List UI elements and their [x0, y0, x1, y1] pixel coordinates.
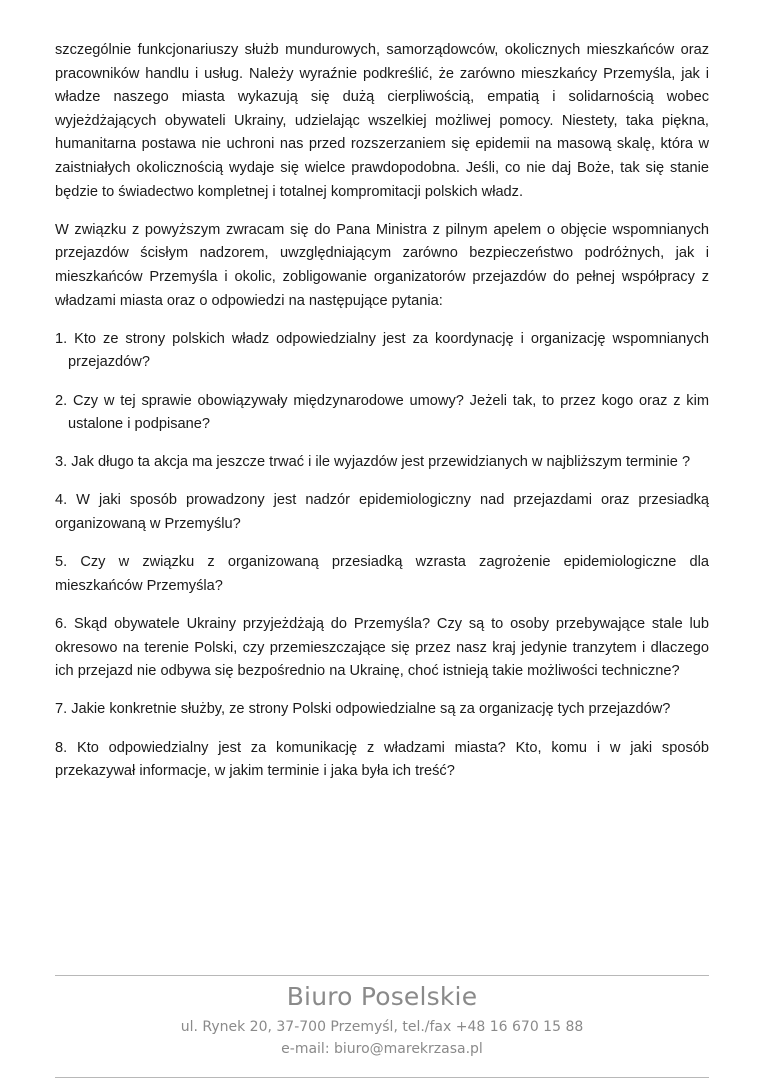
footer — [55, 978, 709, 1060]
footer-email: e-mail: biuro@marekrzasa.pl — [281, 1041, 483, 1057]
question-7: 7. Jakie konkretnie służby, ze strony Polski odpowiedzialne są za organizację tych przejazdów? — [55, 701, 671, 718]
footer-title: Biuro Poselskie — [286, 982, 478, 1011]
footer-divider-bottom — [55, 1077, 709, 1078]
footer-address: ul. Rynek 20, 37-700 Przemyśl, tel./fax +48 16 670 15 88 — [180, 1019, 584, 1035]
question-6: 6. Skąd obywatele Ukrainy przyjeżdżają do Przemyśla? Czy są to osoby przebywające stale lub okresowo na terenie Polski, czy przemieszczające się przez nasz kraj jedynie tranzytem i dlaczego ich przejazd nie odbywa się bezpośrednio na Ukrainę, choć istnieją takie możliwości techniczne? — [55, 616, 709, 680]
question-2: 2. Czy w tej sprawie obowiązywały międzynarodowe umowy? Jeżeli tak, to przez kogo oraz z kim ustalone i podpisane? — [55, 392, 709, 433]
question-5: 5. Czy w związku z organizowaną przesiadką wzrasta zagrożenie epidemiologiczne dla mieszkańców Przemyśla? — [55, 554, 709, 594]
question-8: 8. Kto odpowiedzialny jest za komunikację z władzami miasta? Kto, komu i w jaki sposób przekazywał informacje, w jakim terminie i jaka była ich treść? — [55, 739, 709, 780]
question-3: 3. Jak długo ta akcja ma jeszcze trwać i ile wyjazdów jest przewidzianych w najbliższym terminie ? — [55, 454, 691, 471]
document-body — [55, 39, 709, 784]
paragraph-context: szczególnie funkcjonariuszy służb mundurowych, samorządowców, okolicznych mieszkańców oraz pracowników handlu i usług. Należy wyraźnie podkreślić, że zarówno mieszkańcy Przemyśla, jak i władze naszego miasta wykazują się dużą cierpliwością, empatią i solidarnością wobec wyjeżdżających obywateli Ukrainy, udzielając wszelkiej możliwej pomocy. Niestety, taka piękna, humanitarna postawa nie uchroni nas przed rozszerzaniem się epidemii na masową skalę, która w zaistniałych okolicznością wydaje się wielce prawdopodobna. Jeśli, co nie daj Boże, tak się stanie będzie to świadectwo kompletnej i totalnej kompromitacji polskich władz. — [55, 42, 709, 200]
footer-divider-top — [55, 975, 709, 976]
question-1: 1. Kto ze strony polskich władz odpowiedzialny jest za koordynację i organizację wspomnianych przejazdów? — [55, 330, 709, 371]
paragraph-appeal: W związku z powyższym zwracam się do Pana Ministra z pilnym apelem o objęcie wspomnianych przejazdów ścisłym nadzorem, uwzględniającym zarówno bezpieczeństwo podróżnych, jak i mieszkańców Przemyśla i okolic, zobligowanie organizatorów przejazdów do pełnej współpracy z władzami miasta oraz o odpowiedzi na następujące pytania: — [55, 221, 709, 309]
question-4: 4. W jaki sposób prowadzony jest nadzór epidemiologiczny nad przejazdami oraz przesiadką organizowaną w Przemyślu? — [55, 492, 709, 533]
